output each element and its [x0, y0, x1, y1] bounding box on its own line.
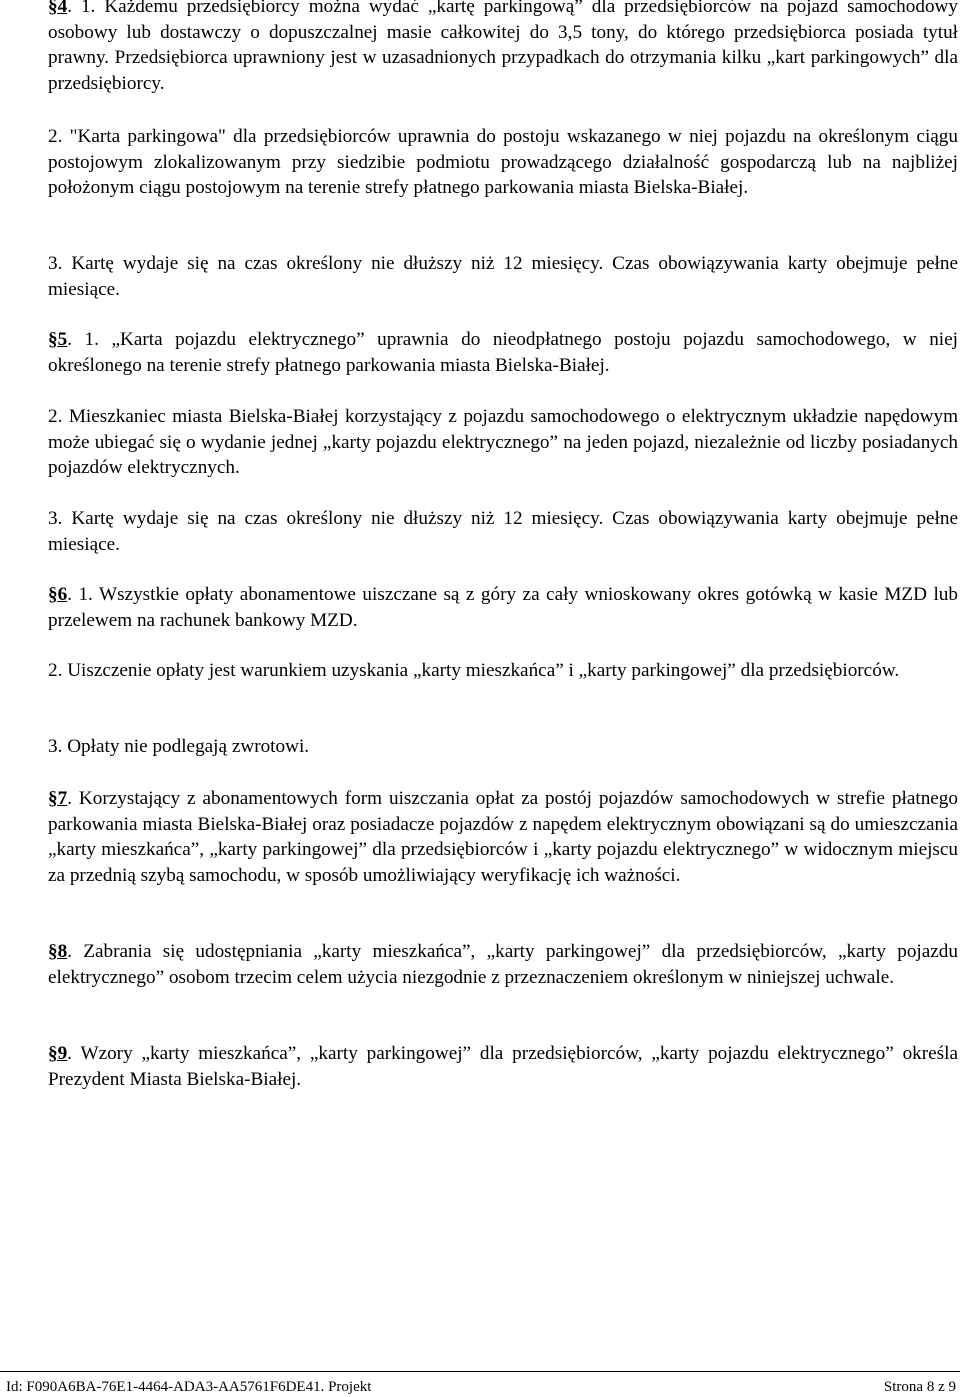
paragraph-5-3: 3. Kartę wydaje się na czas określony nie dłuższy niż 12 miesięcy. Czas obowiązywania karty obejmuje pełne miesiące. — [48, 508, 958, 555]
paragraph-4-3: 3. Kartę wydaje się na czas określony nie dłuższy niż 12 miesięcy. Czas obowiązywania karty obejmuje pełne miesiące. — [48, 253, 958, 300]
paragraph-7: §7. Korzystający z abonamentowych form uiszczania opłat za postój pojazdów samochodowych w strefie płatnego parkowania miasta Bielska-Białej oraz posiadacze pojazdów z napędem elektrycznym obowiązani są do umieszczania „karty mieszkańca”, „karty parkingowej” dla przedsiębiorców i „karty pojazdu elektrycznego” w widocznym miejscu za przednią szybą samochodu, w sposób umożliwiający weryfikację ich ważności. — [48, 788, 958, 886]
paragraph-6-2: 2. Uiszczenie opłaty jest warunkiem uzyskania „karty mieszkańca” i „karty parkingowej” dla przedsiębiorców. — [48, 660, 900, 681]
section-number: §5 — [48, 329, 68, 350]
page-footer — [0, 1371, 960, 1397]
paragraph-9: §9. Wzory „karty mieszkańca”, „karty parkingowej” dla przedsiębiorców, „karty pojazdu elektrycznego” określa Prezydent Miasta Bielska-Białej. — [48, 1043, 958, 1090]
paragraph-6-1: §6. 1. Wszystkie opłaty abonamentowe uiszczane są z góry za cały wnioskowany okres gotówką w kasie MZD lub przelewem na rachunek bankowy MZD. — [48, 584, 958, 631]
paragraph-4-2: 2. "Karta parkingowa" dla przedsiębiorców uprawnia do postoju wskazanego w niej pojazdu na określonym ciągu postojowym zlokalizowanym przy siedzibie podmiotu prowadzącego działalność gospodarczą lub na najbliżej położonym ciągu postojowym na terenie strefy płatnego parkowania miasta Bielska-Białej. — [48, 126, 958, 199]
paragraph-6-3: 3. Opłaty nie podlegają zwrotowi. — [48, 736, 310, 757]
section-number: §4 — [48, 0, 68, 17]
page-number: Strona 8 z 9 — [883, 1379, 956, 1395]
paragraph-5-2: 2. Mieszkaniec miasta Bielska-Białej korzystający z pojazdu samochodowego o elektrycznym układzie napędowym może ubiegać się o wydanie jednej „karty pojazdu elektrycznego” na jeden pojazd, niezależnie od liczby posiadanych pojazdów elektrycznych. — [48, 406, 958, 479]
section-number: §8 — [48, 941, 68, 962]
paragraph-5-1: §5. 1. „Karta pojazdu elektrycznego” uprawnia do nieodpłatnego postoju pojazdu samochodowego, w niej określonego na terenie strefy płatnego parkowania miasta Bielska-Białej. — [48, 329, 958, 376]
section-number: §9 — [48, 1043, 68, 1064]
paragraph-4-1: §4. 1. Każdemu przedsiębiorcy można wydać „kartę parkingową” dla przedsiębiorców na pojazd samochodowy osobowy lub dostawczy o dopuszczalnej masie całkowitej do 3,5 tony, do którego przedsiębiorca posiada tytuł prawny. Przedsiębiorca uprawniony jest w uzasadnionych przypadkach do otrzymania kilku „kart parkingowych” dla przedsiębiorcy. — [48, 0, 958, 96]
section-number: §6 — [48, 584, 68, 605]
document-id: Id: F090A6BA-76E1-4464-ADA3-AA5761F6DE41. Projekt — [6, 1379, 372, 1395]
section-number: §7 — [48, 788, 68, 809]
paragraph-8: §8. Zabrania się udostępniania „karty mieszkańca”, „karty parkingowej” dla przedsiębiorców, „karty pojazdu elektrycznego” osobom trzecim celem użycia niezgodnie z przeznaczeniem określonym w niniejszej uchwale. — [48, 941, 958, 988]
